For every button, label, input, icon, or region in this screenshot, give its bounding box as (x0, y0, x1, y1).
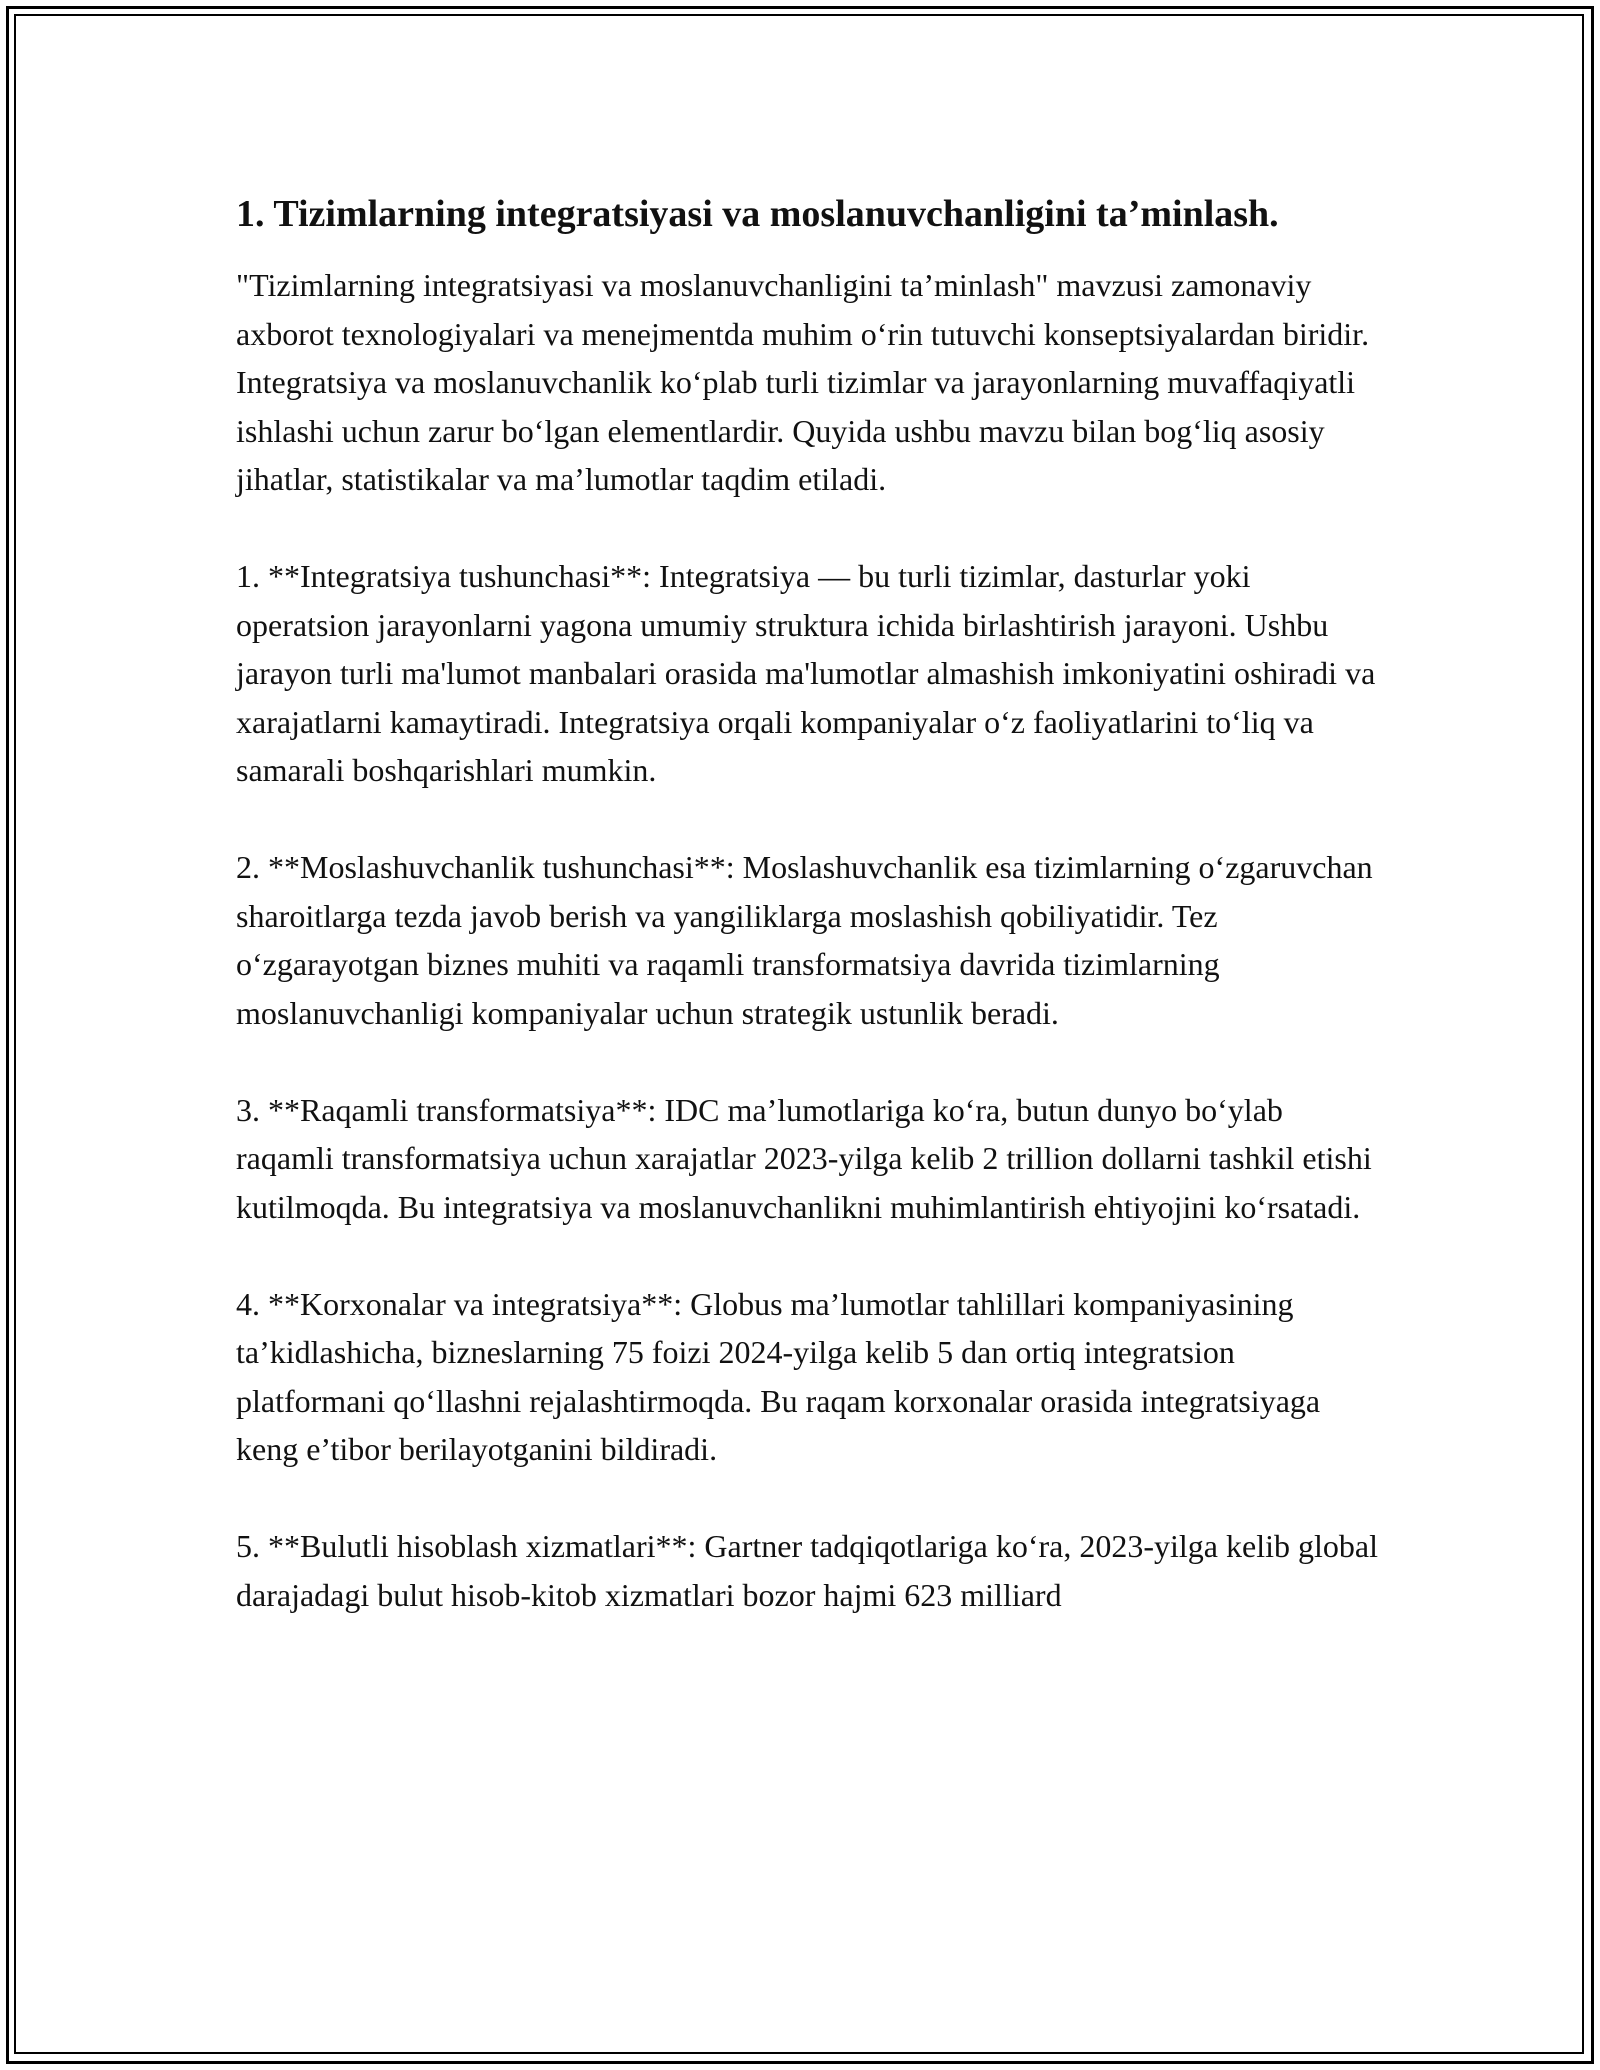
paragraph-integratsiya: 1. **Integratsiya tushunchasi**: Integratsiya — bu turli tizimlar, dasturlar yoki operatsion jarayonlarni yagona umumiy struktura ichida birlashtirish jarayoni. Ushbu jarayon turli ma'lumot manbalari orasida ma'lumotlar almashish imkoniyatini oshiradi va xarajatlarni kamaytiradi. Integratsiya orqali kompaniyalar o‘z faoliyatlarini to‘liq va samarali boshqarishlari mumkin. (236, 558, 1376, 788)
document-body (236, 188, 1386, 1668)
paragraph-moslashuvchanlik: 2. **Moslashuvchanlik tushunchasi**: Moslashuvchanlik esa tizimlarning o‘zgaruvchan sharoitlarga tezda javob berish va yangiliklarga moslashish qobiliyatidir. Tez o‘zgarayotgan biznes muhiti va raqamli transformatsiya davrida tizimlarning moslanuvchanligi kompaniyalar uchun strategik ustunlik beradi. (236, 849, 1373, 1031)
paragraph-korxonalar: 4. **Korxonalar va integratsiya**: Globus ma’lumotlar tahlillari kompaniyasining ta’kidlashicha, bizneslarning 75 foizi 2024-yilga kelib 5 dan ortiq integratsion platformani qo‘llashni rejalashtirmoqda. Bu raqam korxonalar orasida integratsiyaga keng e’tibor berilayotganini bildiradi. (236, 1285, 1321, 1467)
document-heading: 1. Tizimlarning integratsiyasi va moslanuvchanligini ta’minlash. (236, 193, 1279, 235)
paragraph-bulutli-hisoblash: 5. **Bulutli hisoblash xizmatlari**: Gartner tadqiqotlariga ko‘ra, 2023-yilga kelib global darajadagi bulut hisob-kitob xizmatlari bozor hajmi 623 milliard (236, 1528, 1378, 1613)
intro-paragraph: "Tizimlarning integratsiyasi va moslanuvchanligini ta’minlash" mavzusi zamonaviy axborot texnologiyalari va menejmentda muhim o‘rin tutuvchi konseptsiyalardan biridir. Integratsiya va moslanuvchanlik ko‘plab turli tizimlar va jarayonlarning muvaffaqiyatli ishlashi uchun zarur bo‘lgan elementlardir. Quyida ushbu mavzu bilan bog‘liq asosiy jihatlar, statistikalar va ma’lumotlar taqdim etiladi. (236, 267, 1370, 497)
paragraph-raqamli-transformatsiya: 3. **Raqamli transformatsiya**: IDC ma’lumotlariga ko‘ra, butun dunyo bo‘ylab raqamli transformatsiya uchun xarajatlar 2023-yilga kelib 2 trillion dollarni tashkil etishi kutilmoqda. Bu integratsiya va moslanuvchanlikni muhimlantirish ehtiyojini ko‘rsatadi. (236, 1091, 1372, 1225)
